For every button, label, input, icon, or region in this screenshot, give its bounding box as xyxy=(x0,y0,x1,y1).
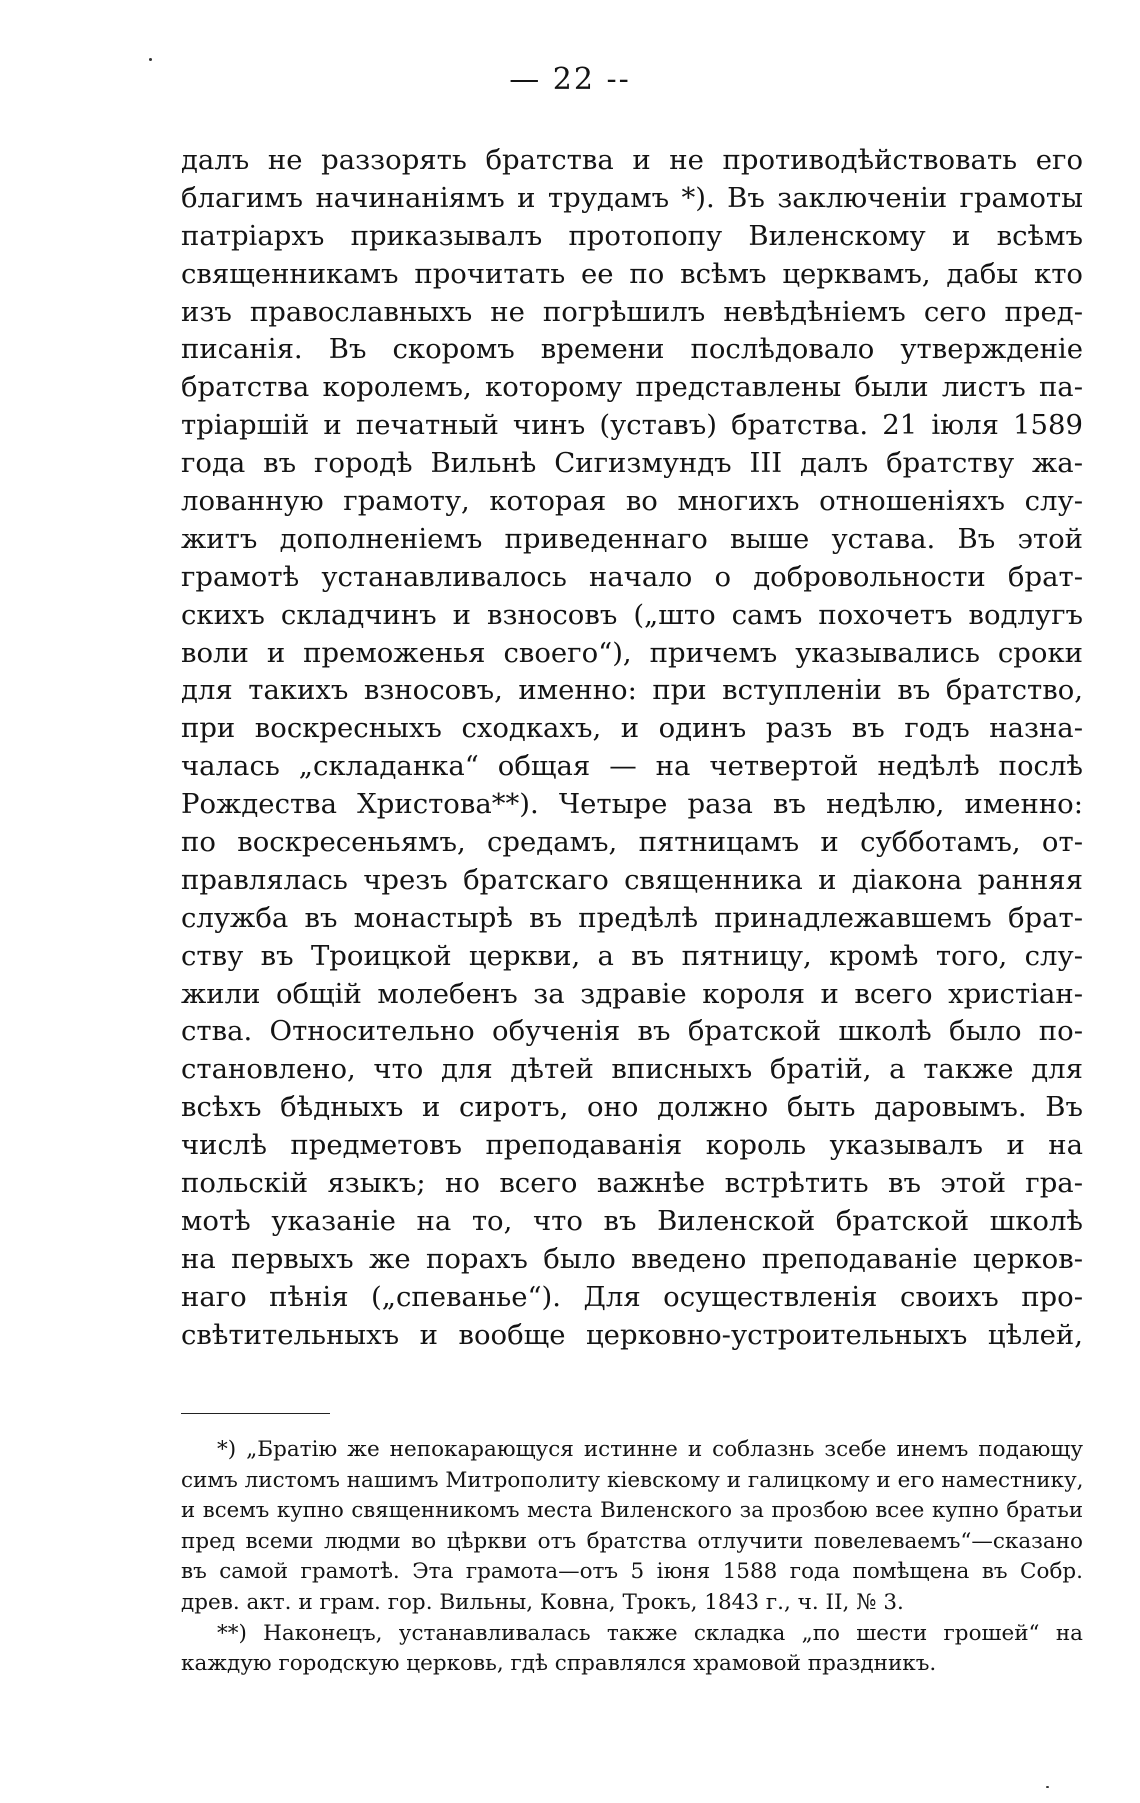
footnote-line: пред всеми людми во цѣркви отъ братства отлучити повелеваемъ“—сказано xyxy=(181,1528,1083,1554)
footnote-line: **) Наконецъ, устанавливалась также складка „по шести грошей“ на xyxy=(217,1620,1083,1646)
text-line: писанія. Въ скоромъ времени послѣдовало утвержденіе xyxy=(181,333,1083,366)
footnote-line: каждую городскую церковь, гдѣ справлялся храмовой праздникъ. xyxy=(181,1651,937,1677)
text-line: года въ городѣ Вильнѣ Сигизмундъ III далъ братству жа- xyxy=(181,447,1083,480)
text-line: скихъ складчинъ и взносовъ („што самъ похочетъ водлугъ xyxy=(181,598,1083,631)
text-line: ства. Относительно обученія въ братской школѣ было по- xyxy=(181,1015,1083,1048)
footnote-divider xyxy=(181,1413,330,1414)
footnote-line: въ самой грамотѣ. Эта грамота—отъ 5 іюня 1588 года помѣщена въ Собр. xyxy=(181,1559,1083,1585)
footnote-line: и всемъ купно священникомъ места Виленского за прозбою всее купно братьи xyxy=(181,1498,1083,1524)
text-line: становлено, что для дѣтей вписныхъ братій, а также для xyxy=(181,1053,1083,1086)
text-line: ству въ Троицкой церкви, а въ пятницу, кромѣ того, слу- xyxy=(181,939,1083,972)
text-line: всѣхъ бѣдныхъ и сиротъ, оно должно быть даровымъ. Въ xyxy=(181,1091,1083,1124)
text-line: польскій языкъ; но всего важнѣе встрѣтить въ этой гра- xyxy=(181,1167,1083,1200)
page-number: — 22 -- xyxy=(509,62,631,97)
footnotes xyxy=(181,1435,1083,1680)
text-line: изъ православныхъ не погрѣшилъ невѣдѣніемъ сего пред- xyxy=(181,295,1083,328)
ink-speck xyxy=(149,58,152,61)
text-line: братства королемъ, которому представлены были листъ па- xyxy=(181,371,1083,404)
text-line: жили общій молебенъ за здравіе короля и всего христіан- xyxy=(181,977,1083,1010)
text-line: числѣ предметовъ преподаванія король указывалъ и на xyxy=(181,1129,1083,1162)
footnote-line: симъ листомъ нашимъ Митрополиту кіевскому и галицкому и его наместнику, xyxy=(181,1467,1084,1493)
text-line: Рождества Христова**). Четыре раза въ недѣлю, именно: xyxy=(181,788,1083,821)
ink-speck xyxy=(1046,1786,1049,1788)
footnote-line: *) „Братію же непокарающуся истинне и соблазнь зсебе инемъ подающу xyxy=(217,1437,1083,1462)
text-line: грамотѣ устанавливалось начало о добровольности брат- xyxy=(181,560,1083,593)
text-line: воли и преможенья своего“), причемъ указывались сроки xyxy=(181,636,1083,669)
text-line: чалась „складанка“ общая — на четвертой недѣлѣ послѣ xyxy=(181,750,1083,783)
text-line: лованную грамоту, которая во многихъ отношеніяхъ слу- xyxy=(181,485,1083,518)
text-line: при воскресныхъ сходкахъ, и одинъ разъ въ годъ назна- xyxy=(181,712,1083,745)
text-line: служба въ монастырѣ въ предѣлѣ принадлежавшемъ брат- xyxy=(181,901,1083,934)
text-line: патріархъ приказывалъ протопопу Виленскому и всѣмъ xyxy=(181,219,1083,252)
text-line: житъ дополненіемъ приведеннаго выше устава. Въ этой xyxy=(181,522,1083,555)
text-line: благимъ начинаніямъ и трудамъ *). Въ заключеніи грамоты xyxy=(181,181,1083,214)
text-line: по воскресеньямъ, средамъ, пятницамъ и субботамъ, от- xyxy=(181,826,1083,859)
footnote-line: древ. акт. и грам. гор. Вильны, Ковна, Трокъ, 1843 г., ч. II, № 3. xyxy=(181,1589,904,1615)
text-line: мотѣ указаніе на то, что въ Виленской братской школѣ xyxy=(181,1204,1083,1237)
text-line: свѣтительныхъ и вообще церковно-устроительныхъ цѣлей, xyxy=(181,1318,1083,1351)
text-line: священникамъ прочитать ее по всѣмъ церквамъ, дабы кто xyxy=(181,257,1083,290)
text-line: на первыхъ же порахъ было введено преподаваніе церков- xyxy=(181,1242,1083,1275)
text-line: далъ не раззорять братства и не противодѣйствовать его xyxy=(181,144,1083,176)
text-line: для такихъ взносовъ, именно: при вступленіи въ братство, xyxy=(181,674,1083,707)
text-line: правлялась чрезъ братскаго священника и діакона ранняя xyxy=(181,863,1083,896)
text-line: наго пѣнія („спеванье“). Для осуществленія своихъ про- xyxy=(181,1280,1083,1313)
text-line: тріаршій и печатный чинъ (уставъ) братства. 21 іюля 1589 xyxy=(181,409,1083,442)
body-text xyxy=(181,142,1083,1355)
